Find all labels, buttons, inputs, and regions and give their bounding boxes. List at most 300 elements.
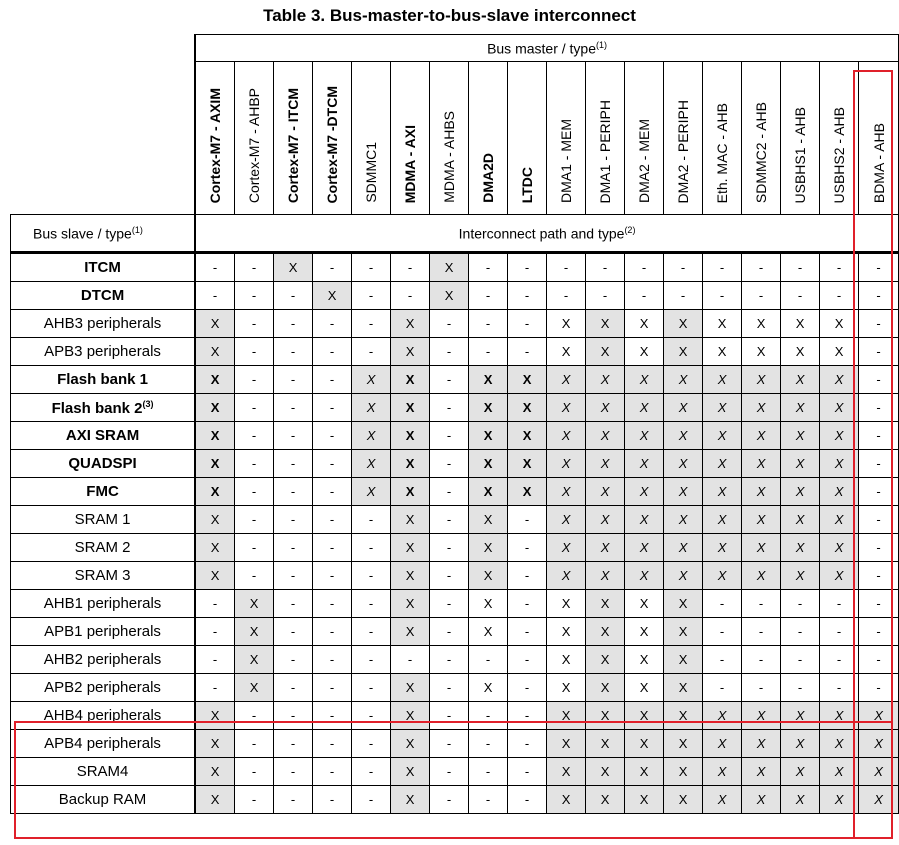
interconnect-cell: X bbox=[391, 310, 430, 338]
interconnect-cell: - bbox=[274, 338, 313, 366]
interconnect-cell: - bbox=[469, 786, 508, 814]
interconnect-cell: - bbox=[625, 253, 664, 282]
interconnect-cell: - bbox=[820, 674, 859, 702]
bus-master-col bbox=[391, 62, 430, 215]
interconnect-cell: X bbox=[625, 674, 664, 702]
bus-master-col bbox=[508, 62, 547, 215]
interconnect-cell: X bbox=[391, 422, 430, 450]
interconnect-cell: - bbox=[274, 618, 313, 646]
interconnect-cell: - bbox=[313, 338, 352, 366]
interconnect-cell: - bbox=[859, 310, 899, 338]
interconnect-cell: - bbox=[313, 534, 352, 562]
bus-master-col bbox=[586, 62, 625, 215]
bus-master-col bbox=[625, 62, 664, 215]
interconnect-cell: X bbox=[586, 758, 625, 786]
interconnect-cell: X bbox=[547, 366, 586, 394]
interconnect-cell: X bbox=[235, 674, 274, 702]
interconnect-cell: - bbox=[547, 253, 586, 282]
interconnect-cell: - bbox=[235, 450, 274, 478]
interconnect-cell: X bbox=[586, 506, 625, 534]
interconnect-cell: X bbox=[547, 674, 586, 702]
interconnect-cell: X bbox=[781, 730, 820, 758]
interconnect-cell: - bbox=[274, 674, 313, 702]
interconnect-cell: - bbox=[313, 646, 352, 674]
interconnect-cell: X bbox=[547, 310, 586, 338]
interconnect-cell: X bbox=[625, 366, 664, 394]
interconnect-cell: - bbox=[742, 646, 781, 674]
interconnect-cell: - bbox=[274, 506, 313, 534]
interconnect-cell: X bbox=[820, 310, 859, 338]
interconnect-cell: - bbox=[508, 730, 547, 758]
interconnect-cell: - bbox=[859, 674, 899, 702]
interconnect-cell: - bbox=[352, 253, 391, 282]
interconnect-cell: X bbox=[391, 450, 430, 478]
bus-master-col bbox=[469, 62, 508, 215]
interconnect-cell: X bbox=[547, 590, 586, 618]
bus-slave-name: AHB2 peripherals bbox=[11, 646, 196, 674]
interconnect-cell: X bbox=[859, 730, 899, 758]
table-row bbox=[11, 702, 899, 730]
interconnect-cell: - bbox=[508, 282, 547, 310]
interconnect-cell: X bbox=[664, 310, 703, 338]
interconnect-cell: - bbox=[859, 366, 899, 394]
interconnect-cell: X bbox=[703, 422, 742, 450]
interconnect-cell: X bbox=[391, 394, 430, 422]
interconnect-cell: X bbox=[781, 506, 820, 534]
interconnect-cell: - bbox=[508, 786, 547, 814]
interconnect-cell: X bbox=[235, 590, 274, 618]
table-row bbox=[11, 450, 899, 478]
interconnect-cell: X bbox=[664, 534, 703, 562]
interconnect-cell: X bbox=[430, 253, 469, 282]
interconnect-cell: X bbox=[664, 646, 703, 674]
interconnect-cell: X bbox=[195, 394, 235, 422]
interconnect-cell: - bbox=[235, 730, 274, 758]
interconnect-cell: X bbox=[703, 730, 742, 758]
bus-slave-name: QUADSPI bbox=[11, 450, 196, 478]
interconnect-cell: X bbox=[391, 730, 430, 758]
interconnect-cell: X bbox=[469, 394, 508, 422]
interconnect-cell: - bbox=[352, 562, 391, 590]
interconnect-cell: - bbox=[820, 618, 859, 646]
interconnect-cell: X bbox=[664, 366, 703, 394]
interconnect-cell: X bbox=[391, 702, 430, 730]
interconnect-cell: X bbox=[703, 394, 742, 422]
interconnect-cell: - bbox=[195, 253, 235, 282]
interconnect-cell: X bbox=[586, 702, 625, 730]
interconnect-cell: X bbox=[820, 366, 859, 394]
interconnect-cell: X bbox=[235, 646, 274, 674]
interconnect-cell: - bbox=[235, 506, 274, 534]
interconnect-cell: - bbox=[352, 282, 391, 310]
interconnect-cell: X bbox=[820, 786, 859, 814]
interconnect-cell: - bbox=[430, 758, 469, 786]
bus-slave-name: FMC bbox=[11, 478, 196, 506]
interconnect-cell: X bbox=[625, 562, 664, 590]
interconnect-cell: X bbox=[859, 786, 899, 814]
interconnect-cell: X bbox=[391, 534, 430, 562]
interconnect-cell: - bbox=[586, 253, 625, 282]
interconnect-cell: X bbox=[586, 674, 625, 702]
interconnect-cell: X bbox=[781, 702, 820, 730]
interconnect-cell: - bbox=[742, 618, 781, 646]
interconnect-cell: X bbox=[508, 422, 547, 450]
interconnect-cell: X bbox=[625, 590, 664, 618]
interconnect-cell: - bbox=[313, 478, 352, 506]
interconnect-cell: X bbox=[586, 422, 625, 450]
interconnect-cell: X bbox=[547, 394, 586, 422]
interconnect-cell: X bbox=[547, 478, 586, 506]
bus-master-col bbox=[547, 62, 586, 215]
interconnect-cell: - bbox=[274, 590, 313, 618]
bus-slave-name: APB2 peripherals bbox=[11, 674, 196, 702]
interconnect-cell: X bbox=[235, 618, 274, 646]
bus-master-label: Cortex-M7 - AHBP bbox=[246, 87, 263, 203]
interconnect-cell: X bbox=[703, 506, 742, 534]
interconnect-cell: - bbox=[274, 646, 313, 674]
interconnect-cell: X bbox=[391, 506, 430, 534]
table-row bbox=[11, 338, 899, 366]
interconnect-cell: - bbox=[430, 702, 469, 730]
bus-slave-name: AHB3 peripherals bbox=[11, 310, 196, 338]
interconnect-cell: X bbox=[703, 534, 742, 562]
interconnect-cell: - bbox=[313, 253, 352, 282]
interconnect-cell: - bbox=[274, 786, 313, 814]
interconnect-cell: - bbox=[859, 646, 899, 674]
interconnect-cell: - bbox=[859, 590, 899, 618]
interconnect-cell: X bbox=[664, 562, 703, 590]
interconnect-cell: X bbox=[664, 450, 703, 478]
interconnect-cell: X bbox=[625, 422, 664, 450]
interconnect-cell: X bbox=[742, 534, 781, 562]
bus-master-label: Cortex-M7 - ITCM bbox=[285, 87, 302, 203]
bus-master-header: Bus master / type$^{(1)}$ bbox=[195, 35, 898, 62]
interconnect-cell: X bbox=[195, 758, 235, 786]
interconnect-cell: - bbox=[508, 534, 547, 562]
interconnect-cell: X bbox=[625, 506, 664, 534]
bus-master-label: DMA1 - PERIPH bbox=[597, 99, 614, 203]
interconnect-cell: X bbox=[547, 758, 586, 786]
interconnect-cell: X bbox=[391, 590, 430, 618]
interconnect-cell: X bbox=[703, 450, 742, 478]
interconnect-cell: - bbox=[781, 646, 820, 674]
bus-slave-name: SRAM4 bbox=[11, 758, 196, 786]
interconnect-cell: X bbox=[352, 422, 391, 450]
interconnect-cell: X bbox=[703, 786, 742, 814]
interconnect-cell: - bbox=[469, 282, 508, 310]
interconnect-cell: - bbox=[235, 562, 274, 590]
interconnect-cell: - bbox=[508, 674, 547, 702]
interconnect-cell: - bbox=[391, 646, 430, 674]
bus-master-col bbox=[664, 62, 703, 215]
interconnect-cell: - bbox=[781, 618, 820, 646]
interconnect-cell: X bbox=[195, 422, 235, 450]
interconnect-cell: X bbox=[586, 366, 625, 394]
interconnect-cell: X bbox=[391, 562, 430, 590]
interconnect-cell: X bbox=[469, 562, 508, 590]
interconnect-cell: - bbox=[859, 394, 899, 422]
table-row bbox=[11, 282, 899, 310]
interconnect-cell: - bbox=[859, 534, 899, 562]
interconnect-cell: X bbox=[664, 338, 703, 366]
interconnect-cell: X bbox=[781, 422, 820, 450]
interconnect-cell: - bbox=[859, 282, 899, 310]
interconnect-cell: - bbox=[235, 282, 274, 310]
interconnect-cell: X bbox=[625, 394, 664, 422]
bus-slave-name: SRAM 3 bbox=[11, 562, 196, 590]
interconnect-cell: X bbox=[508, 394, 547, 422]
interconnect-cell: - bbox=[352, 786, 391, 814]
table-row bbox=[11, 253, 899, 282]
interconnect-cell: X bbox=[664, 422, 703, 450]
interconnect-cell: - bbox=[430, 730, 469, 758]
interconnect-cell: X bbox=[781, 786, 820, 814]
bus-slave-name: APB3 peripherals bbox=[11, 338, 196, 366]
interconnect-cell: - bbox=[508, 646, 547, 674]
bus-master-col bbox=[430, 62, 469, 215]
interconnect-cell: - bbox=[469, 338, 508, 366]
interconnect-cell: X bbox=[742, 478, 781, 506]
interconnect-cell: - bbox=[430, 618, 469, 646]
interconnect-cell: X bbox=[547, 338, 586, 366]
interconnect-cell: X bbox=[820, 478, 859, 506]
interconnect-table-wrap bbox=[10, 34, 899, 814]
interconnect-cell: X bbox=[195, 310, 235, 338]
interconnect-cell: - bbox=[664, 282, 703, 310]
bus-master-label: DMA1 - MEM bbox=[558, 119, 575, 203]
interconnect-cell: X bbox=[469, 674, 508, 702]
interconnect-cell: X bbox=[781, 394, 820, 422]
interconnect-cell: X bbox=[664, 702, 703, 730]
bus-master-label: DMA2 - MEM bbox=[636, 119, 653, 203]
interconnect-cell: X bbox=[859, 758, 899, 786]
interconnect-cell: X bbox=[586, 338, 625, 366]
interconnect-cell: - bbox=[430, 674, 469, 702]
interconnect-cell: - bbox=[195, 618, 235, 646]
interconnect-cell: X bbox=[430, 282, 469, 310]
interconnect-cell: X bbox=[274, 253, 313, 282]
interconnect-cell: - bbox=[586, 282, 625, 310]
interconnect-cell: - bbox=[352, 534, 391, 562]
table-row bbox=[11, 534, 899, 562]
interconnect-cell: - bbox=[859, 253, 899, 282]
interconnect-cell: X bbox=[547, 562, 586, 590]
interconnect-cell: X bbox=[352, 394, 391, 422]
interconnect-cell: - bbox=[391, 253, 430, 282]
interconnect-cell: - bbox=[235, 478, 274, 506]
bus-slave-name: ITCM bbox=[11, 253, 196, 282]
interconnect-cell: X bbox=[195, 534, 235, 562]
interconnect-cell: X bbox=[625, 786, 664, 814]
interconnect-cell: - bbox=[703, 590, 742, 618]
interconnect-cell: X bbox=[820, 506, 859, 534]
bus-slave-name: DTCM bbox=[11, 282, 196, 310]
bus-master-label: SDMMC2 - AHB bbox=[753, 101, 770, 203]
interconnect-cell: - bbox=[274, 758, 313, 786]
interconnect-cell: - bbox=[352, 674, 391, 702]
interconnect-cell: X bbox=[664, 730, 703, 758]
interconnect-cell: X bbox=[625, 618, 664, 646]
bus-slave-name: SRAM 1 bbox=[11, 506, 196, 534]
interconnect-cell: - bbox=[703, 674, 742, 702]
bus-master-label: Eth. MAC - AHB bbox=[714, 102, 731, 203]
bus-slave-name: SRAM 2 bbox=[11, 534, 196, 562]
interconnect-cell: X bbox=[625, 758, 664, 786]
interconnect-cell: X bbox=[664, 618, 703, 646]
interconnect-cell: X bbox=[781, 366, 820, 394]
interconnect-cell: - bbox=[469, 646, 508, 674]
interconnect-cell: X bbox=[781, 450, 820, 478]
interconnect-cell: - bbox=[430, 590, 469, 618]
bus-master-col bbox=[235, 62, 274, 215]
interconnect-cell: - bbox=[352, 310, 391, 338]
interconnect-cell: - bbox=[859, 450, 899, 478]
table-row bbox=[11, 310, 899, 338]
table-row bbox=[11, 394, 899, 422]
interconnect-cell: - bbox=[430, 366, 469, 394]
interconnect-cell: X bbox=[391, 338, 430, 366]
interconnect-cell: X bbox=[703, 758, 742, 786]
bus-master-label: USBHS2 - AHB bbox=[831, 106, 848, 203]
table-row bbox=[11, 562, 899, 590]
interconnect-cell: - bbox=[274, 702, 313, 730]
interconnect-cell: X bbox=[352, 450, 391, 478]
interconnect-cell: - bbox=[742, 282, 781, 310]
interconnect-cell: - bbox=[430, 506, 469, 534]
interconnect-table bbox=[10, 34, 899, 814]
interconnect-cell: - bbox=[859, 618, 899, 646]
bus-master-label: LTDC bbox=[519, 166, 536, 203]
interconnect-cell: - bbox=[859, 478, 899, 506]
interconnect-cell: X bbox=[742, 394, 781, 422]
interconnect-cell: X bbox=[586, 478, 625, 506]
interconnect-cell: X bbox=[820, 730, 859, 758]
interconnect-cell: - bbox=[820, 282, 859, 310]
interconnect-cell: - bbox=[313, 618, 352, 646]
interconnect-cell: X bbox=[781, 338, 820, 366]
interconnect-cell: - bbox=[274, 310, 313, 338]
interconnect-cell: X bbox=[586, 786, 625, 814]
bus-slave-name: AXI SRAM bbox=[11, 422, 196, 450]
interconnect-cell: - bbox=[274, 422, 313, 450]
interconnect-cell: - bbox=[274, 478, 313, 506]
interconnect-cell: - bbox=[742, 253, 781, 282]
table-row bbox=[11, 506, 899, 534]
bus-master-label: Cortex-M7 -DTCM bbox=[324, 85, 341, 203]
bus-master-col bbox=[859, 62, 899, 215]
bus-slave-name: APB4 peripherals bbox=[11, 730, 196, 758]
interconnect-cell: X bbox=[469, 534, 508, 562]
interconnect-cell: - bbox=[742, 590, 781, 618]
interconnect-cell: X bbox=[625, 534, 664, 562]
interconnect-cell: X bbox=[742, 562, 781, 590]
table-row bbox=[11, 422, 899, 450]
interconnect-cell: X bbox=[508, 478, 547, 506]
interconnect-cell: X bbox=[781, 310, 820, 338]
interconnect-cell: - bbox=[430, 534, 469, 562]
interconnect-cell: - bbox=[352, 618, 391, 646]
interconnect-cell: - bbox=[313, 366, 352, 394]
interconnect-cell: X bbox=[547, 618, 586, 646]
bus-master-label: DMA2D bbox=[480, 153, 497, 203]
interconnect-cell: X bbox=[391, 786, 430, 814]
interconnect-cell: X bbox=[586, 394, 625, 422]
bus-master-col bbox=[274, 62, 313, 215]
bus-slave-name: AHB1 peripherals bbox=[11, 590, 196, 618]
interconnect-cell: - bbox=[235, 394, 274, 422]
interconnect-cell: - bbox=[781, 253, 820, 282]
interconnect-cell: X bbox=[664, 478, 703, 506]
interconnect-cell: - bbox=[508, 506, 547, 534]
interconnect-cell: X bbox=[195, 338, 235, 366]
interconnect-cell: - bbox=[859, 422, 899, 450]
interconnect-cell: X bbox=[625, 702, 664, 730]
interconnect-cell: X bbox=[625, 310, 664, 338]
interconnect-cell: - bbox=[430, 394, 469, 422]
interconnect-cell: X bbox=[820, 450, 859, 478]
interconnect-cell: - bbox=[352, 338, 391, 366]
interconnect-cell: - bbox=[547, 282, 586, 310]
interconnect-cell: - bbox=[352, 506, 391, 534]
bus-master-label: SDMMC1 bbox=[363, 142, 380, 203]
interconnect-cell: X bbox=[664, 394, 703, 422]
table-row bbox=[11, 758, 899, 786]
interconnect-cell: X bbox=[703, 702, 742, 730]
interconnect-cell: - bbox=[352, 702, 391, 730]
interconnect-cell: X bbox=[742, 310, 781, 338]
interconnect-cell: X bbox=[586, 618, 625, 646]
interconnect-cell: - bbox=[508, 562, 547, 590]
interconnect-cell: - bbox=[274, 450, 313, 478]
interconnect-cell: X bbox=[391, 674, 430, 702]
interconnect-cell: X bbox=[820, 338, 859, 366]
interconnect-cell: - bbox=[274, 394, 313, 422]
interconnect-cell: X bbox=[703, 366, 742, 394]
interconnect-cell: X bbox=[742, 422, 781, 450]
interconnect-cell: X bbox=[352, 366, 391, 394]
interconnect-cell: X bbox=[195, 786, 235, 814]
interconnect-cell: - bbox=[781, 590, 820, 618]
interconnect-cell: X bbox=[742, 730, 781, 758]
bus-master-col bbox=[352, 62, 391, 215]
interconnect-cell: X bbox=[742, 338, 781, 366]
interconnect-cell: - bbox=[313, 422, 352, 450]
interconnect-cell: X bbox=[547, 730, 586, 758]
bus-slave-name: Flash bank 2$^{(3)}$ bbox=[11, 394, 196, 422]
interconnect-cell: X bbox=[820, 394, 859, 422]
interconnect-cell: - bbox=[664, 253, 703, 282]
interconnect-cell: X bbox=[469, 618, 508, 646]
bus-master-label: Cortex-M7 - AXIM bbox=[207, 87, 224, 203]
bus-master-label: BDMA - AHB bbox=[870, 122, 887, 203]
bus-master-col bbox=[313, 62, 352, 215]
table-row bbox=[11, 478, 899, 506]
interconnect-cell: - bbox=[352, 590, 391, 618]
interconnect-cell: - bbox=[859, 338, 899, 366]
table-title: Table 3. Bus-master-to-bus-slave interconnect bbox=[263, 6, 636, 25]
interconnect-cell: - bbox=[235, 366, 274, 394]
interconnect-cell: - bbox=[820, 253, 859, 282]
interconnect-cell: X bbox=[469, 506, 508, 534]
interconnect-cell: - bbox=[703, 646, 742, 674]
interconnect-cell: - bbox=[469, 730, 508, 758]
interconnect-cell: - bbox=[703, 282, 742, 310]
interconnect-cell: - bbox=[313, 310, 352, 338]
interconnect-cell: X bbox=[781, 562, 820, 590]
interconnect-cell: X bbox=[195, 478, 235, 506]
interconnect-cell: - bbox=[508, 702, 547, 730]
interconnect-cell: X bbox=[391, 758, 430, 786]
